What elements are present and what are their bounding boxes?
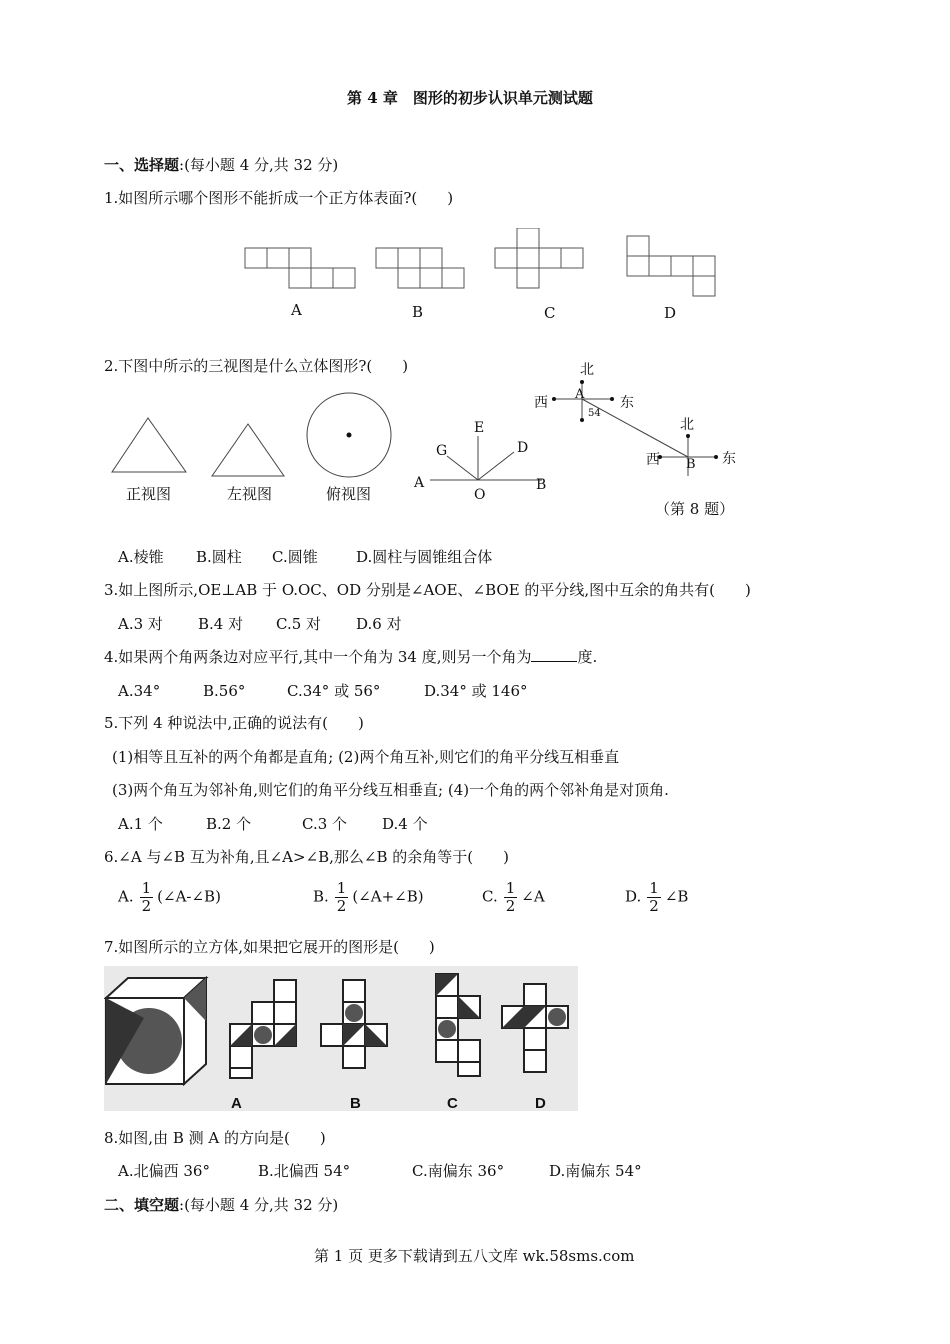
q7-cube-unfold-figure bbox=[104, 966, 578, 1111]
q3-option-d: D.6 对 bbox=[356, 615, 402, 633]
compass-point-b-label: B bbox=[686, 457, 696, 472]
point-e-label: E bbox=[474, 420, 485, 436]
q1-label-b: B bbox=[412, 303, 424, 321]
q2-option-a: A.棱锥 bbox=[118, 548, 164, 566]
q6-option-c-expr: ∠A bbox=[521, 887, 545, 906]
fraction-denominator: 2 bbox=[649, 897, 659, 915]
fraction-half bbox=[504, 880, 518, 915]
q4-option-b: B.56° bbox=[203, 682, 246, 700]
q4-text-before: 4.如果两个角两条边对应平行,其中一个角为 34 度,则另一个角为 bbox=[104, 648, 532, 666]
compass-b-north-label: 北 bbox=[680, 417, 694, 433]
q6-option-d-label: D. bbox=[625, 887, 642, 906]
q8-option-b: B.北偏西 54° bbox=[258, 1162, 351, 1180]
view-top-label: 俯视图 bbox=[326, 485, 372, 503]
section-heading-choice bbox=[104, 155, 338, 175]
q8-option-a: A.北偏西 36° bbox=[118, 1162, 210, 1180]
compass-a-north-label: 北 bbox=[580, 362, 594, 378]
q6-option-b bbox=[313, 880, 424, 915]
point-o-label: O bbox=[474, 487, 486, 503]
fraction-denominator: 2 bbox=[505, 897, 516, 915]
q2-option-c: C.圆锥 bbox=[272, 548, 318, 566]
q8-option-d: D.南偏东 54° bbox=[549, 1162, 642, 1180]
fraction-numerator: 1 bbox=[649, 879, 659, 897]
q5-option-d: D.4 个 bbox=[382, 815, 428, 833]
compass-angle-label: 54 bbox=[588, 408, 601, 419]
view-left-label: 左视图 bbox=[227, 485, 273, 503]
section-heading-label: 二、填空题 bbox=[104, 1196, 180, 1214]
q6-option-a bbox=[118, 880, 221, 915]
question-3: 3.如上图所示,OE⊥AB 于 O.OC、OD 分别是∠AOE、∠BOE 的平分线,图中互余的角共有( ) bbox=[104, 581, 751, 599]
question-7: 7.如图所示的立方体,如果把它展开的图形是( ) bbox=[104, 938, 435, 956]
section-heading-fill bbox=[104, 1195, 338, 1215]
q7-label-d: D bbox=[535, 1095, 546, 1112]
view-front-label: 正视图 bbox=[126, 485, 172, 503]
q5-statement-line-1: (1)相等且互补的两个角都是直角; (2)两个角互补,则它们的角平分线互相垂直 bbox=[112, 748, 620, 766]
compass-b-west-label: 西 bbox=[646, 452, 660, 468]
q4-option-c: C.34° 或 56° bbox=[287, 682, 381, 700]
fraction-numerator: 1 bbox=[336, 879, 347, 897]
q7-label-b: B bbox=[350, 1095, 361, 1112]
q4-option-a: A.34° bbox=[118, 682, 161, 700]
compass-a-west-label: 西 bbox=[534, 395, 548, 411]
q4-option-d: D.34° 或 146° bbox=[424, 682, 528, 700]
q2-option-b: B.圆柱 bbox=[196, 548, 242, 566]
q3-option-a: A.3 对 bbox=[118, 615, 163, 633]
fraction-half bbox=[647, 880, 661, 915]
question-1: 1.如图所示哪个图形不能折成一个正方体表面?( ) bbox=[104, 189, 454, 207]
question-2: 2.下图中所示的三视图是什么立体图形?( ) bbox=[104, 357, 409, 375]
question-6: 6.∠A 与∠B 互为补角,且∠A>∠B,那么∠B 的余角等于( ) bbox=[104, 848, 510, 866]
q2-three-views-figure bbox=[108, 390, 408, 482]
section-heading-note: :(每小题 4 分,共 32 分) bbox=[179, 1196, 339, 1214]
point-b-label: B bbox=[536, 477, 547, 493]
point-g-label: G bbox=[436, 443, 448, 459]
q6-option-b-expr: (∠A+∠B) bbox=[352, 887, 424, 906]
q1-label-a: A bbox=[291, 301, 302, 319]
fraction-half bbox=[140, 880, 154, 915]
section-heading-label: 一、选择题 bbox=[104, 156, 180, 174]
compass-point-a-label: A bbox=[575, 387, 585, 402]
q6-option-c bbox=[482, 880, 545, 915]
q5-option-a: A.1 个 bbox=[118, 815, 163, 833]
q5-option-b: B.2 个 bbox=[206, 815, 252, 833]
section-heading-note: :(每小题 4 分,共 32 分) bbox=[179, 156, 339, 174]
q5-statement-line-2: (3)两个角互为邻补角,则它们的角平分线互相垂直; (4)一个角的两个邻补角是对顶角. bbox=[112, 781, 669, 799]
figure-caption-q8: （第 8 题） bbox=[655, 500, 735, 518]
q6-option-c-label: C. bbox=[482, 887, 498, 906]
question-8: 8.如图,由 B 测 A 的方向是( ) bbox=[104, 1129, 326, 1147]
point-a-label: A bbox=[414, 475, 425, 491]
q5-option-c: C.3 个 bbox=[302, 815, 348, 833]
q7-label-a: A bbox=[231, 1095, 242, 1112]
fraction-denominator: 2 bbox=[141, 897, 152, 915]
q2-option-d: D.圆柱与圆锥组合体 bbox=[356, 548, 493, 566]
question-4 bbox=[104, 647, 597, 667]
question-5: 5.下列 4 种说法中,正确的说法有( ) bbox=[104, 714, 364, 732]
point-d-label: D bbox=[517, 440, 529, 456]
q3-option-b: B.4 对 bbox=[198, 615, 244, 633]
fraction-numerator: 1 bbox=[141, 879, 152, 897]
q8-option-c: C.南偏东 36° bbox=[412, 1162, 505, 1180]
q6-option-d-expr: ∠B bbox=[664, 887, 689, 906]
page-title: 第 4 章 图形的初步认识单元测试题 bbox=[347, 89, 593, 107]
fraction-numerator: 1 bbox=[505, 879, 516, 897]
fraction-denominator: 2 bbox=[336, 897, 347, 915]
q1-label-c: C bbox=[544, 304, 556, 322]
q1-label-d: D bbox=[664, 304, 677, 322]
q6-option-d bbox=[625, 880, 688, 915]
q4-answer-blank[interactable] bbox=[531, 647, 577, 662]
q3-option-c: C.5 对 bbox=[276, 615, 322, 633]
page-footer: 第 1 页 更多下载请到五八文库 wk.58sms.com bbox=[314, 1247, 635, 1265]
q7-label-c: C bbox=[447, 1095, 458, 1112]
q6-option-b-label: B. bbox=[313, 887, 329, 906]
compass-b-east-label: 东 bbox=[722, 451, 736, 467]
q6-option-a-expr: (∠A-∠B) bbox=[157, 887, 221, 906]
q1-cube-nets-figure bbox=[240, 228, 730, 300]
q4-text-after: 度. bbox=[577, 648, 598, 666]
q6-option-a-label: A. bbox=[118, 887, 134, 906]
fraction-half bbox=[335, 880, 349, 915]
compass-a-east-label: 东 bbox=[620, 395, 634, 411]
